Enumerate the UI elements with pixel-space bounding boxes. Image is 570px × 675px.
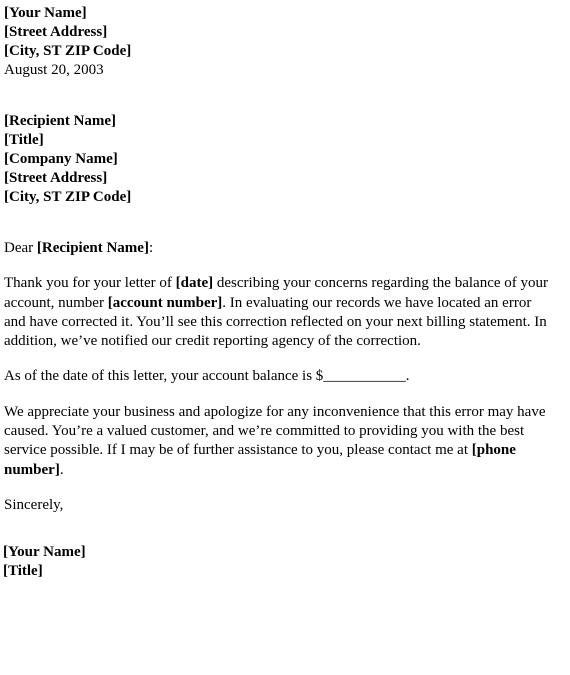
salutation-name: [Recipient Name] — [36, 240, 149, 256]
spacer — [4, 480, 564, 496]
paragraph-3 — [4, 403, 556, 480]
recipient-company: [Company Name] — [4, 151, 118, 167]
paragraph-text: . In evaluating our records we have located an error and have corrected it. You’ll see this correction reflected on your next billing statement. In addition, we’ve notified our credit reporting agency of the correction. — [4, 294, 547, 350]
sender-street: [Street Address] — [4, 24, 108, 40]
sender-city: [City, ST ZIP Code] — [4, 43, 132, 59]
salutation-suffix: : — [148, 240, 154, 256]
sender-name: [Your Name] — [4, 5, 87, 21]
recipient-city: [City, ST ZIP Code] — [4, 189, 132, 205]
signature-name: [Your Name] — [3, 544, 86, 561]
letter — [4, 4, 564, 581]
spacer — [4, 258, 564, 274]
recipient-name: [Recipient Name] — [4, 113, 117, 129]
spacer — [4, 351, 564, 367]
paragraph-1 — [4, 274, 556, 351]
phone-number-placeholder: [phone number] — [4, 442, 516, 478]
paragraph-2: As of the date of this letter, your account balance is $___________. — [4, 368, 410, 385]
paragraph-text: describing your concerns regarding the balance of your account, number — [4, 275, 548, 311]
paragraph-text: Thank you for your letter of — [4, 275, 176, 292]
spacer — [4, 207, 564, 239]
closing: Sincerely, — [4, 496, 64, 513]
salutation-prefix: Dear — [4, 240, 37, 256]
account-number-placeholder: [account number] — [107, 294, 223, 311]
letter-date: August 20, 2003 — [4, 62, 104, 78]
spacer — [4, 80, 564, 112]
paragraph-text: We appreciate your business and apologize for any inconvenience that this error may have caused. You’re a valued customer, and we’re committed to providing you with the best service possible. If I may be of further assistance to you, please contact me at — [4, 403, 546, 459]
paragraph-text: . — [59, 461, 64, 478]
spacer — [4, 387, 564, 403]
signature-title: [Title] — [3, 563, 43, 580]
sender-block — [4, 4, 564, 80]
recipient-street: [Street Address] — [4, 170, 108, 186]
recipient-block — [4, 112, 564, 207]
signature-block — [3, 543, 564, 581]
salutation — [4, 239, 556, 258]
spacer — [4, 515, 564, 543]
date-placeholder: [date] — [175, 275, 214, 292]
recipient-title: [Title] — [4, 132, 44, 148]
